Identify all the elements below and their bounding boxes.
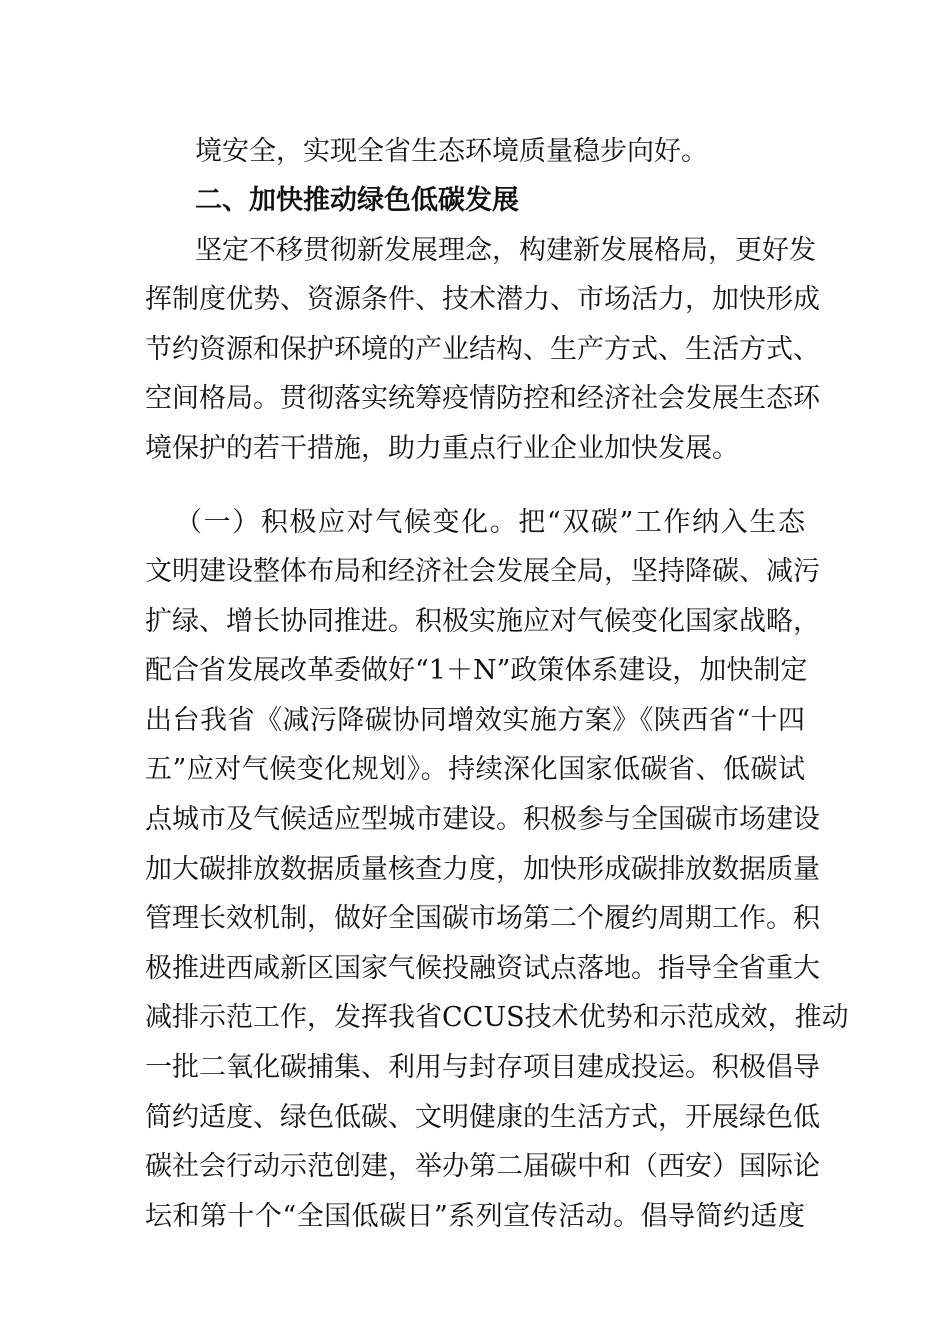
paragraph-line: 坛和第十个“全国低碳日”系列宣传活动。倡导简约适度 xyxy=(145,1201,805,1232)
paragraph-line: 极推进西咸新区国家气候投融资试点落地。指导全省重大 xyxy=(145,953,820,984)
paragraph-line: 点城市及气候适应型城市建设。积极参与全国碳市场建设 xyxy=(145,804,820,835)
paragraph-line: 减排示范工作，发挥我省CCUS技术优势和示范成效，推动 xyxy=(145,1002,849,1033)
paragraph-line: 管理长效机制，做好全国碳市场第二个履约周期工作。积 xyxy=(145,903,820,934)
paragraph-line: 碳社会行动示范创建，举办第二届碳中和（西安）国际论 xyxy=(145,1151,820,1182)
paragraph-line: 一批二氧化碳捕集、利用与封存项目建成投运。积极倡导 xyxy=(145,1052,820,1083)
paragraph-line: 简约适度、绿色低碳、文明健康的生活方式，开展绿色低 xyxy=(145,1102,820,1133)
paragraph-line: 五”应对气候变化规划》。持续深化国家低碳省、低碳试 xyxy=(145,754,805,785)
paragraph-line: 文明建设整体布局和经济社会发展全局，坚持降碳、减污 xyxy=(145,556,820,587)
paragraph-line: 配合省发展改革委做好“1＋N”政策体系建设，加快制定 xyxy=(145,655,808,686)
paragraph-line: 坚定不移贯彻新发展理念，构建新发展格局，更好发 xyxy=(195,235,816,266)
paragraph-line: 出台我省《减污降碳协同增效实施方案》《陕西省“十四 xyxy=(145,705,805,736)
paragraph-line: 境安全，实现全省生态环境质量稳步向好。 xyxy=(195,136,708,167)
paragraph-line: 境保护的若干措施，助力重点行业企业加快发展。 xyxy=(145,433,739,464)
paragraph-line: 空间格局。贯彻落实统筹疫情防控和经济社会发展生态环 xyxy=(145,383,820,414)
paragraph-line: 挥制度优势、资源条件、技术潜力、市场活力，加快形成 xyxy=(145,284,820,315)
paragraph-line: 节约资源和保护环境的产业结构、生产方式、生活方式、 xyxy=(145,334,820,365)
paragraph-line: 加大碳排放数据质量核查力度，加快形成碳排放数据质量 xyxy=(145,854,820,885)
paragraph-line: 扩绿、增长协同推进。积极实施应对气候变化国家战略， xyxy=(145,606,820,637)
subsection-line: （一）积极应对气候变化。把“双碳”工作纳入生态 xyxy=(175,507,805,538)
section-heading: 二、加快推动绿色低碳发展 xyxy=(195,185,519,216)
